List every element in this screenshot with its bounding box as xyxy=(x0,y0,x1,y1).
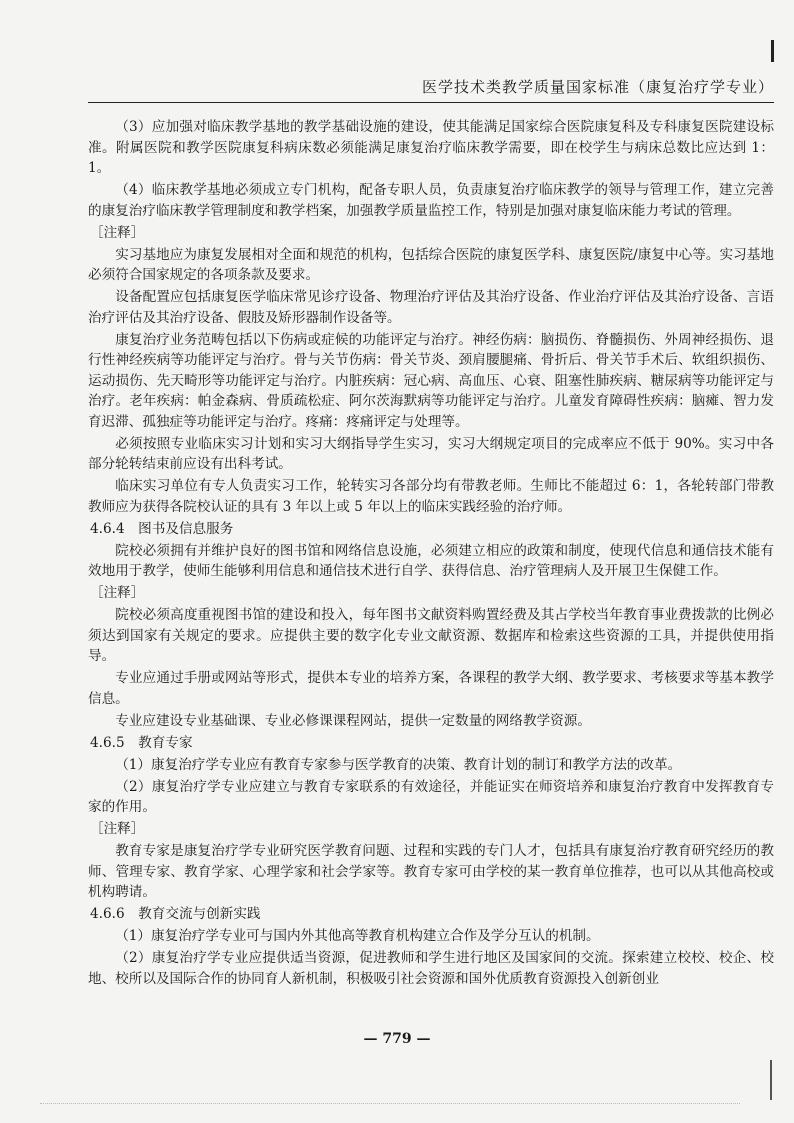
body-paragraph: （2）康复治疗学专业应提供适当资源，促进教师和学生进行地区及国家间的交流。探索建立校校、校企、校地、校所以及国际合作的协同育人新机制，积极吸引社会资源和国外优质教育资源投入创新创业 xyxy=(88,950,774,987)
body-paragraph: 必须按照专业临床实习计划和实习大纲指导学生实习，实习大纲规定项目的完成率应不低于 90%。实习中各部分轮转结束前应设有出科考试。 xyxy=(88,435,774,472)
scan-edge-mark-bottom xyxy=(770,1060,772,1100)
note-label: ［注释］ xyxy=(90,821,145,837)
body-paragraph: 专业应通过手册或网站等形式，提供本专业的培养方案，各课程的教学大纲、教学要求、考核要求等基本教学信息。 xyxy=(88,670,774,707)
section-heading: 4.6.6 教育交流与创新实践 xyxy=(90,906,261,922)
note-label: ［注释］ xyxy=(90,224,145,241)
document-body xyxy=(88,117,774,991)
running-header: 医学技术类教学质量国家标准（康复治疗学专业） xyxy=(88,76,774,103)
body-paragraph: （2）康复治疗学专业应建立与教育专家联系的有效途径，并能证实在师资培养和康复治疗教育中发挥教育专家的作用。 xyxy=(88,778,774,815)
body-paragraph: （1）康复治疗学专业应有教育专家参与医学教育的决策、教育计划的制订和教学方法的改革。 xyxy=(115,756,682,773)
body-paragraph: 院校必须拥有并维护良好的图书馆和网络信息设施，必须建立相应的政策和制度，使现代信息和通信技术能有效地用于教学，使师生能够利用信息和通信技术进行自学、获得信息、治疗管理病人及开展卫生保健工作。 xyxy=(88,542,774,579)
body-paragraph: 实习基地应为康复发展相对全面和规范的机构，包括综合医院的康复医学科、康复医院/康复中心等。实习基地必须符合国家规定的各项条款及要求。 xyxy=(88,246,774,283)
note-label: ［注释］ xyxy=(90,585,145,601)
body-paragraph: 教育专家是康复治疗学专业研究医学教育问题、过程和实践的专门人才，包括具有康复治疗教育研究经历的教师、管理专家、教育学家、心理学家和社会学家等。教育专家可由学校的某一教育单位推荐，也可以从其他高校或机构聘请。 xyxy=(88,843,774,900)
scan-edge-mark xyxy=(771,40,774,62)
body-paragraph: 康复治疗业务范畴包括以下伤病或症候的功能评定与治疗。神经伤病：脑损伤、脊髓损伤、外周神经损伤、退行性神经疾病等功能评定与治疗。骨与关节伤病：骨关节炎、颈肩腰腿痛、骨折后、骨关节手术后、软组织损伤、运动损伤、先天畸形等功能评定与治疗。内脏疾病：冠心病、高血压、心衰、阻塞性肺疾病、糖尿病等功能评定与治疗。老年疾病：帕金森病、骨质疏松症、阿尔茨海默病等功能评定与治疗。儿童发育障碍性疾病：脑瘫、智力发育迟滞、孤独症等功能评定与治疗。疼痛：疼痛评定与处理等。 xyxy=(88,331,774,430)
body-paragraph: 院校必须高度重视图书馆的建设和投入，每年图书文献资料购置经费及其占学校当年教育事业费拨款的比例必须达到国家有关规定的要求。应提供主要的数字化专业文献资源、数据库和检索这些资源的工具，并提供使用指导。 xyxy=(88,607,774,664)
body-paragraph: 临床实习单位有专人负责实习工作，轮转实习各部分均有带教老师。生师比不能超过 6：1，各轮转部门带教教师应为获得各院校认证的具有 3 年以上或 5 年以上的临床实践经验的治疗师。 xyxy=(88,478,774,515)
body-paragraph: （1）康复治疗学专业可与国内外其他高等教育机构建立合作及学分互认的机制。 xyxy=(115,928,600,944)
scan-noise-line xyxy=(40,1103,740,1106)
body-paragraph: （4）临床教学基地必须成立专门机构，配备专职人员，负责康复治疗临床教学的领导与管理工作，建立完善的康复治疗临床教学管理制度和教学档案，加强教学质量监控工作，特别是加强对康复临床能力考试的管理。 xyxy=(88,182,774,219)
section-heading: 4.6.4 图书及信息服务 xyxy=(90,520,234,537)
body-paragraph: 专业应建设专业基础课、专业必修课课程网站，提供一定数量的网络教学资源。 xyxy=(115,712,591,729)
section-heading: 4.6.5 教育专家 xyxy=(90,734,193,751)
body-paragraph: 设备配置应包括康复医学临床常见诊疗设备、物理治疗评估及其治疗设备、作业治疗评估及其治疗设备、言语治疗评估及其治疗设备、假肢及矫形器制作设备等。 xyxy=(88,289,774,326)
body-paragraph: （3）应加强对临床教学基地的教学基础设施的建设，使其能满足国家综合医院康复科及专科康复医院建设标准。附属医院和教学医院康复科病床数必须能满足康复治疗临床教学需要，即在校学生与病床总数比应达到 1：1。 xyxy=(88,119,774,176)
page-number: — 779 — xyxy=(363,1031,431,1047)
